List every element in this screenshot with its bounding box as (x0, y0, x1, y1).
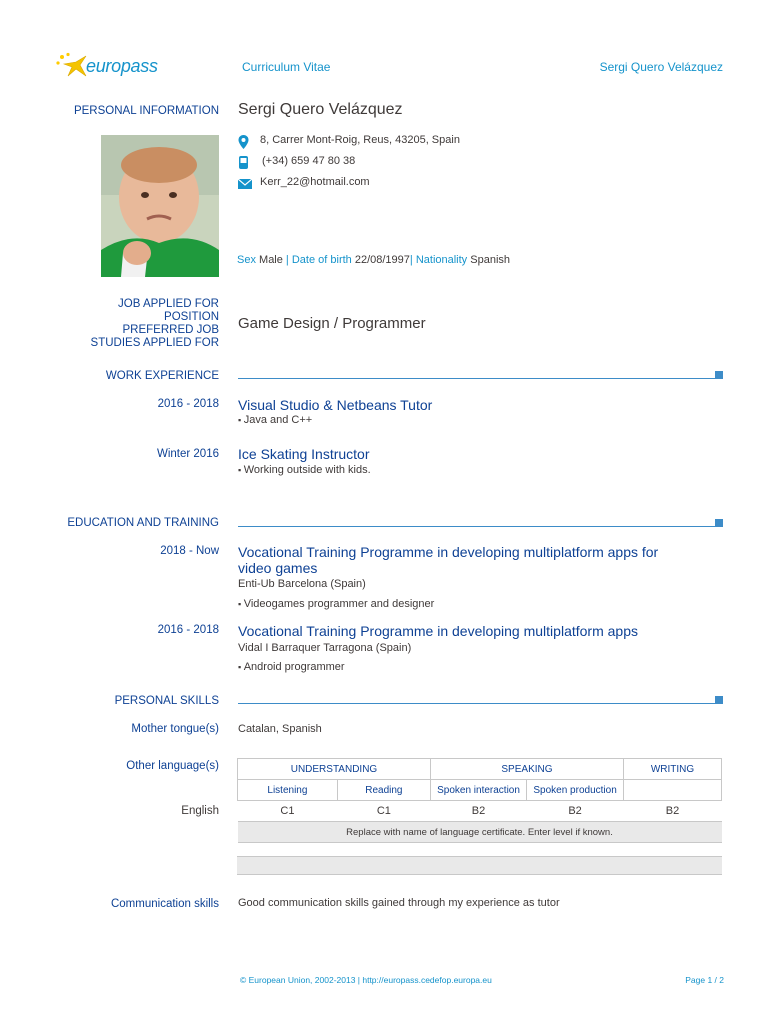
page-number: Page 1 / 2 (685, 975, 724, 985)
job-applied-label (91, 298, 219, 350)
language-table-header (238, 759, 722, 780)
education-detail (238, 598, 434, 610)
header-name: Sergi Quero Velázquez (599, 60, 723, 74)
section-marker (715, 371, 723, 379)
sex-value: Male (259, 254, 283, 266)
level-cell: B2 (624, 801, 722, 822)
job-label-line: POSITION (164, 311, 219, 323)
dob-label: Date of birth (291, 254, 352, 266)
work-detail (238, 464, 371, 476)
certificate-row (238, 822, 722, 843)
full-name: Sergi Quero Velázquez (238, 101, 403, 118)
work-experience-label: WORK EXPERIENCE (105, 370, 219, 382)
education-title-line: Vocational Training Programme in developing multiplatform apps for (238, 544, 659, 560)
listening-header: Listening (238, 780, 338, 801)
separator: | (282, 254, 292, 266)
education-title (238, 544, 718, 576)
education-date: 2016 - 2018 (157, 624, 219, 636)
job-label-line: PREFERRED JOB (122, 324, 219, 336)
doc-type: Curriculum Vitae (242, 60, 331, 74)
level-cell: B2 (527, 801, 624, 822)
phone-icon (238, 156, 249, 169)
language-table (237, 758, 722, 843)
speaking-header: SPEAKING (430, 759, 623, 780)
spoken-production-header: Spoken production (527, 780, 624, 801)
spoken-interaction-header: Spoken interaction (430, 780, 526, 801)
level-cell: C1 (337, 801, 430, 822)
personal-skills-label: PERSONAL SKILLS (114, 695, 219, 707)
personal-info-label: PERSONAL INFORMATION (73, 105, 219, 117)
job-label-line: JOB APPLIED FOR (118, 298, 219, 310)
separator: | (409, 254, 416, 266)
nationality-value: Spanish (470, 254, 511, 266)
work-date: Winter 2016 (156, 448, 219, 460)
level-cell: B2 (430, 801, 526, 822)
understanding-header: UNDERSTANDING (238, 759, 431, 780)
work-title: Visual Studio & Netbeans Tutor (238, 397, 433, 413)
section-rule (238, 703, 716, 704)
mother-tongue-label: Mother tongue(s) (131, 723, 219, 735)
work-date: 2016 - 2018 (157, 398, 219, 410)
section-rule (238, 526, 716, 527)
level-cell: C1 (238, 801, 338, 822)
job-label-line: STUDIES APPLIED FOR (90, 337, 219, 349)
address: 8, Carrer Mont-Roig, Reus, 43205, Spain (260, 134, 460, 146)
education-title-line: video games (238, 560, 318, 576)
communication-skills-label: Communication skills (110, 898, 219, 910)
empty-language-row (237, 856, 722, 875)
certificate-note: Replace with name of language certificate. Enter level if known. (238, 822, 722, 843)
education-detail-text: Android programmer (243, 661, 345, 673)
mother-tongue-value: Catalan, Spanish (238, 723, 322, 735)
phone: (+34) 659 47 80 38 (262, 155, 356, 167)
language-levels-row (238, 801, 722, 822)
reading-header: Reading (337, 780, 430, 801)
writing-header: WRITING (624, 759, 722, 780)
language-table-subheader (238, 780, 722, 801)
education-title: Vocational Training Programme in developing multiplatform apps (238, 623, 638, 639)
email-envelope-icon (238, 179, 252, 189)
education-detail (238, 661, 345, 673)
education-detail-text: Videogames programmer and designer (243, 598, 435, 610)
section-marker (715, 696, 723, 704)
work-title: Ice Skating Instructor (238, 446, 370, 462)
education-date: 2018 - Now (160, 545, 219, 557)
communication-skills-value: Good communication skills gained through my experience as tutor (238, 897, 560, 909)
location-pin-icon (238, 135, 249, 149)
sex-label: Sex (237, 254, 256, 266)
profile-photo (101, 135, 219, 277)
education-org: Enti-Ub Barcelona (Spain) (238, 578, 366, 590)
section-marker (715, 519, 723, 527)
footer-copyright[interactable]: © European Union, 2002-2013 | http://europass.cedefop.europa.eu (240, 975, 492, 985)
other-languages-label: Other language(s) (126, 760, 219, 772)
dob-value: 22/08/1997 (354, 254, 410, 266)
europass-logo (56, 52, 166, 82)
section-rule (238, 378, 716, 379)
work-detail (238, 414, 312, 426)
email[interactable]: Kerr_22@hotmail.com (260, 176, 370, 188)
education-org: Vidal I Barraquer Tarragona (Spain) (238, 642, 412, 654)
logo-text: europass (86, 56, 158, 76)
writing-subheader-empty (624, 780, 722, 801)
job-value: Game Design / Programmer (238, 315, 426, 332)
work-detail-text: Working outside with kids. (243, 464, 371, 476)
work-detail-text: Java and C++ (243, 414, 313, 426)
personal-details-line (237, 254, 510, 266)
education-label: EDUCATION AND TRAINING (67, 517, 219, 529)
language-name: English (181, 805, 219, 817)
nationality-label: Nationality (415, 254, 468, 266)
